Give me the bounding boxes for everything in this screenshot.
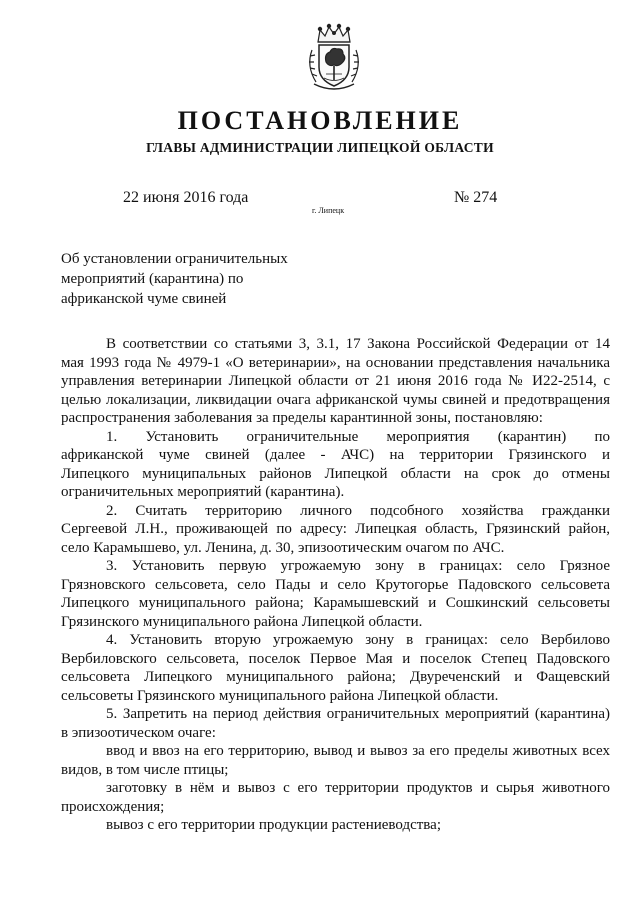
document-city: г. Липецк xyxy=(312,206,345,215)
document-number: № 274 xyxy=(454,189,498,206)
body-line: целью локализации, ликвидации очага африканской чумы свиней и предотвращения xyxy=(61,391,610,408)
issuer-subtitle: ГЛАВЫ АДМИНИСТРАЦИИ ЛИПЕЦКОЙ ОБЛАСТИ xyxy=(146,140,494,155)
body-line: 4. Установить вторую угрожаемую зону в границах: село Вербилово xyxy=(106,632,610,648)
subject-line: африканской чуме свиней xyxy=(61,291,227,307)
document-date: 22 июня 2016 года xyxy=(123,189,249,206)
subject-line: мероприятий (карантина) по xyxy=(61,271,244,287)
body-line: ввод и ввоз на его территорию, вывод и вывоз за его пределы животных всех xyxy=(106,743,610,759)
body-line: распространения заболевания за пределы карантинной зоны, постановляю: xyxy=(61,410,543,426)
body-line: мая 1993 года № 4979-1 «О ветеринарии», на основании представления начальника xyxy=(61,354,610,371)
body-line: сельсоветы Грязинского муниципального района Липецкой области. xyxy=(61,687,499,704)
body-line: Грязинского муниципального района Липецкой области. xyxy=(61,613,423,630)
body-line: заготовку в нём и вывоз с его территории продуктов и сырья животного xyxy=(106,780,610,796)
body-line: видов, в том числе птицы; xyxy=(61,761,229,778)
body-line: Грязновского сельсовета, село Пады и село Крутогорье Падовского сельсовета xyxy=(61,576,610,593)
body-line: вывоз с его территории продукции растениеводства; xyxy=(106,817,442,833)
body-line: Вербиловского сельсовета, поселок Первое Мая и поселок Степец Падовского xyxy=(61,650,610,667)
body-line: В соответствии со статьями 3, 3.1, 17 Закона Российской Федерации от 14 xyxy=(106,336,610,352)
body-line: африканской чуме свиней (далее - АЧС) на территории Грязинского и xyxy=(61,447,610,463)
body-line: Липецкого муниципального района; Карамышевский и Сошкинский сельсоветы xyxy=(61,595,610,611)
body-line: 5. Запретить на период действия ограничительных мероприятий (карантина) xyxy=(106,706,610,722)
body-line: в эпизоотическом очаге: xyxy=(61,724,216,741)
body-line: управления ветеринарии Липецкой области от 21 июня 2016 года № И22-2514, с xyxy=(61,373,610,389)
body-line: 2. Считать территорию личного подсобного хозяйства гражданки xyxy=(106,502,610,519)
body-line: Липецкого муниципальных районов Липецкой области на срок до отмены xyxy=(61,465,610,482)
document-body xyxy=(61,335,610,835)
body-line: Сергеевой Л.Н., проживающей по адресу: Липецкая область, Грязинский район, xyxy=(61,521,610,537)
subject-line: Об установлении ограничительных xyxy=(61,251,288,267)
document-title: ПОСТАНОВЛЕНИЕ xyxy=(177,106,463,135)
body-line: ограничительных мероприятий (карантина). xyxy=(61,484,345,500)
body-line: 3. Установить первую угрожаемую зону в границах: село Грязное xyxy=(106,558,610,574)
body-line: происхождения; xyxy=(61,798,165,815)
body-line: сельсовета Липецкого муниципального района; Двуреченский и Фащевский xyxy=(61,669,610,685)
document-subject xyxy=(61,249,321,309)
body-line: 1. Установить ограничительные мероприятия (карантин) по xyxy=(106,428,610,445)
body-line: село Карамышево, ул. Ленина, д. 30, эпизоотическим очагом по АЧС. xyxy=(61,539,505,556)
coat-of-arms-emblem xyxy=(304,22,364,94)
